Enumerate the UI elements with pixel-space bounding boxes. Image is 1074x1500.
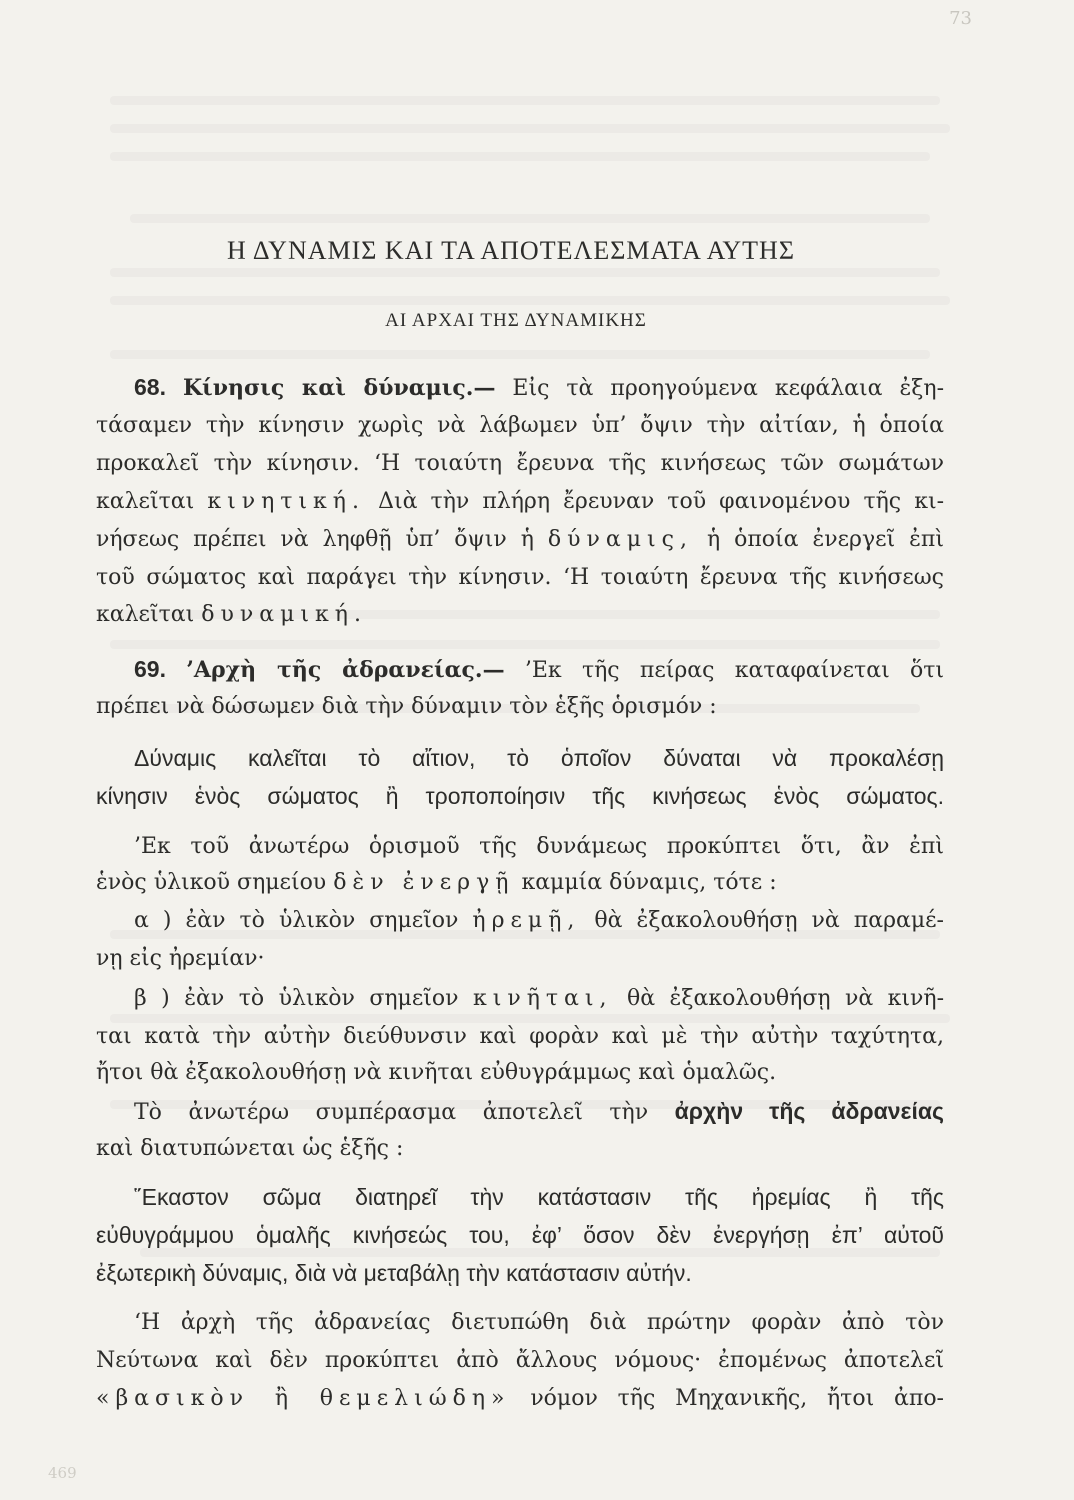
definition-line-2: κίνησιν ἑνὸς σώματος ἢ τροποποίησιν τῆς κινήσεως ἑνὸς σώματος. [96, 783, 944, 809]
law-of-inertia-line-3: ἐξωτερικὴ δύναμις, διὰ νὰ μεταβάλῃ τὴν κατάστασιν αὐτήν. [96, 1260, 692, 1286]
chapter-title: Η ΔΥΝΑΜΙΣ ΚΑΙ ΤΑ ΑΠΟΤΕΛΕΣΜΑΤΑ ΑΥΤΗΣ [227, 236, 795, 265]
principle-of-inertia-term: ἀρχὴν τῆς ἀδρανείας [674, 1098, 944, 1124]
case-a-line-2: νῃ εἰς ἠρεμίαν· [96, 946, 265, 971]
paragraph-68-line-6: τοῦ σώματος καὶ παράγει τὴν κίνησιν. ‘Η τοιαύτη ἔρευνα τῆς κινήσεως [96, 565, 944, 590]
case-b-line-1: β ) ἐὰν τὸ ὑλικὸν σημεῖον κινῆται, θὰ ἐξακολουθήσῃ νὰ κινῆ- [134, 986, 945, 1011]
spaced-term-not-acting: δὲν ἐνεργῇ [333, 870, 515, 895]
paragraph-consequence-line-1: ’Εκ τοῦ ἀνωτέρω ὁρισμοῦ τῆς δυνάμεως προκύπτει ὅτι, ἂν ἐπὶ [134, 834, 944, 859]
paragraph-68-line-1: 68. Κίνησις καὶ δύναμις.— Εἰς τὰ προηγούμενα κεφάλαια ἐξη- [134, 374, 944, 401]
law-of-inertia-line-2: εὐθυγράμμου ὁμαλῆς κινήσεώς του, ἐφ’ ὅσον δὲν ἐνεργήσῃ ἐπ’ αὐτοῦ [96, 1222, 944, 1248]
spaced-term-dynamics: δυναμική. [201, 602, 367, 627]
paragraph-68-line-7: καλεῖται δυναμική. [96, 602, 367, 627]
paragraph-68-line-5: νήσεως πρέπει νὰ ληφθῇ ὑπ’ ὄψιν ἡ δύναμις, ἡ ὁποία ἐνεργεῖ ἐπὶ [96, 527, 945, 552]
paragraph-68-line-2: τάσαμεν τὴν κίνησιν χωρὶς νὰ λάβωμεν ὑπ’ ὄψιν τὴν αἰτίαν, ἡ ὁποία [96, 413, 944, 438]
section-heading-69: ’Αρχὴ τῆς ἀδρανείας.— [186, 657, 505, 683]
section-subtitle: ΑΙ ΑΡΧΑΙ ΤΗΣ ΔΥΝΑΜΙΚΗΣ [385, 310, 647, 331]
case-a-line-1: α ) ἐὰν τὸ ὑλικὸν σημεῖον ἠρεμῇ, θὰ ἐξακολουθήσῃ νὰ παραμέ- [134, 908, 944, 933]
spaced-term-at-rest: ἠρεμῇ, [472, 908, 581, 933]
history-line-2: Νεύτωνα καὶ δὲν προκύπτει ἀπὸ ἄλλους νόμους· ἐπομένως ἀποτελεῖ [96, 1348, 944, 1373]
section-heading-68: Κίνησις καὶ δύναμις.— [182, 375, 496, 401]
paragraph-68-line-4: καλεῖται κινητική. Διὰ τὴν πλήρη ἔρευναν τοῦ φαινομένου τῆς κι- [96, 489, 945, 514]
paragraph-69-line-1: 69. ’Αρχὴ τῆς ἀδρανείας.— ’Εκ τῆς πείρας καταφαίνεται ὅτι [134, 656, 945, 683]
section-number-69: 69. [134, 656, 166, 682]
paragraph-69-line-2: πρέπει νὰ δώσωμεν διὰ τὴν δύναμιν τὸν ἑξῆς ὁρισμόν : [96, 694, 717, 719]
spaced-term-force: δύναμις, [547, 527, 693, 552]
conclusion-line-1: Τὸ ἀνωτέρω συμπέρασμα ἀποτελεῖ τὴν ἀρχὴν τῆς ἀδρανείας [134, 1098, 944, 1125]
spaced-term-moving: κινῆται, [472, 986, 613, 1011]
page-number: 73 [949, 8, 972, 29]
definition-line-1: Δύναμις καλεῖται τὸ αἴτιον, τὸ ὁποῖον δύναται νὰ προκαλέσῃ [134, 745, 944, 771]
footer-mark: 469 [48, 1464, 77, 1482]
spaced-term-fundamental: «βασικὸν ἢ θεμελιώδη» [96, 1386, 511, 1411]
law-of-inertia-line-1: ῞Εκαστον σῶμα διατηρεῖ τὴν κατάστασιν τῆς ἠρεμίας ἢ τῆς [134, 1184, 944, 1210]
spaced-term-kinetics: κινητική. [207, 489, 365, 514]
conclusion-line-2: καὶ διατυπώνεται ὡς ἑξῆς : [96, 1136, 404, 1161]
history-line-3: «βασικὸν ἢ θεμελιώδη» νόμον τῆς Μηχανικῆς, ἤτοι ἀπο- [96, 1386, 944, 1411]
case-b-line-2: ται κατὰ τὴν αὐτὴν διεύθυνσιν καὶ φορὰν καὶ μὲ τὴν αὐτὴν ταχύτητα, [96, 1024, 944, 1049]
section-number-68: 68. [134, 374, 166, 400]
history-line-1: ‘Η ἀρχὴ τῆς ἀδρανείας διετυπώθη διὰ πρώτην φορὰν ἀπὸ τὸν [134, 1310, 944, 1335]
case-b-line-3: ἤτοι θὰ ἐξακολουθήσῃ νὰ κινῆται εὐθυγράμμως καὶ ὁμαλῶς. [96, 1060, 777, 1085]
paragraph-consequence-line-2: ἑνὸς ὑλικοῦ σημείου δὲν ἐνεργῇ καμμία δύναμις, τότε : [96, 870, 777, 895]
paragraph-68-line-3: προκαλεῖ τὴν κίνησιν. ‘Η τοιαύτη ἔρευνα τῆς κινήσεως τῶν σωμάτων [96, 451, 944, 476]
